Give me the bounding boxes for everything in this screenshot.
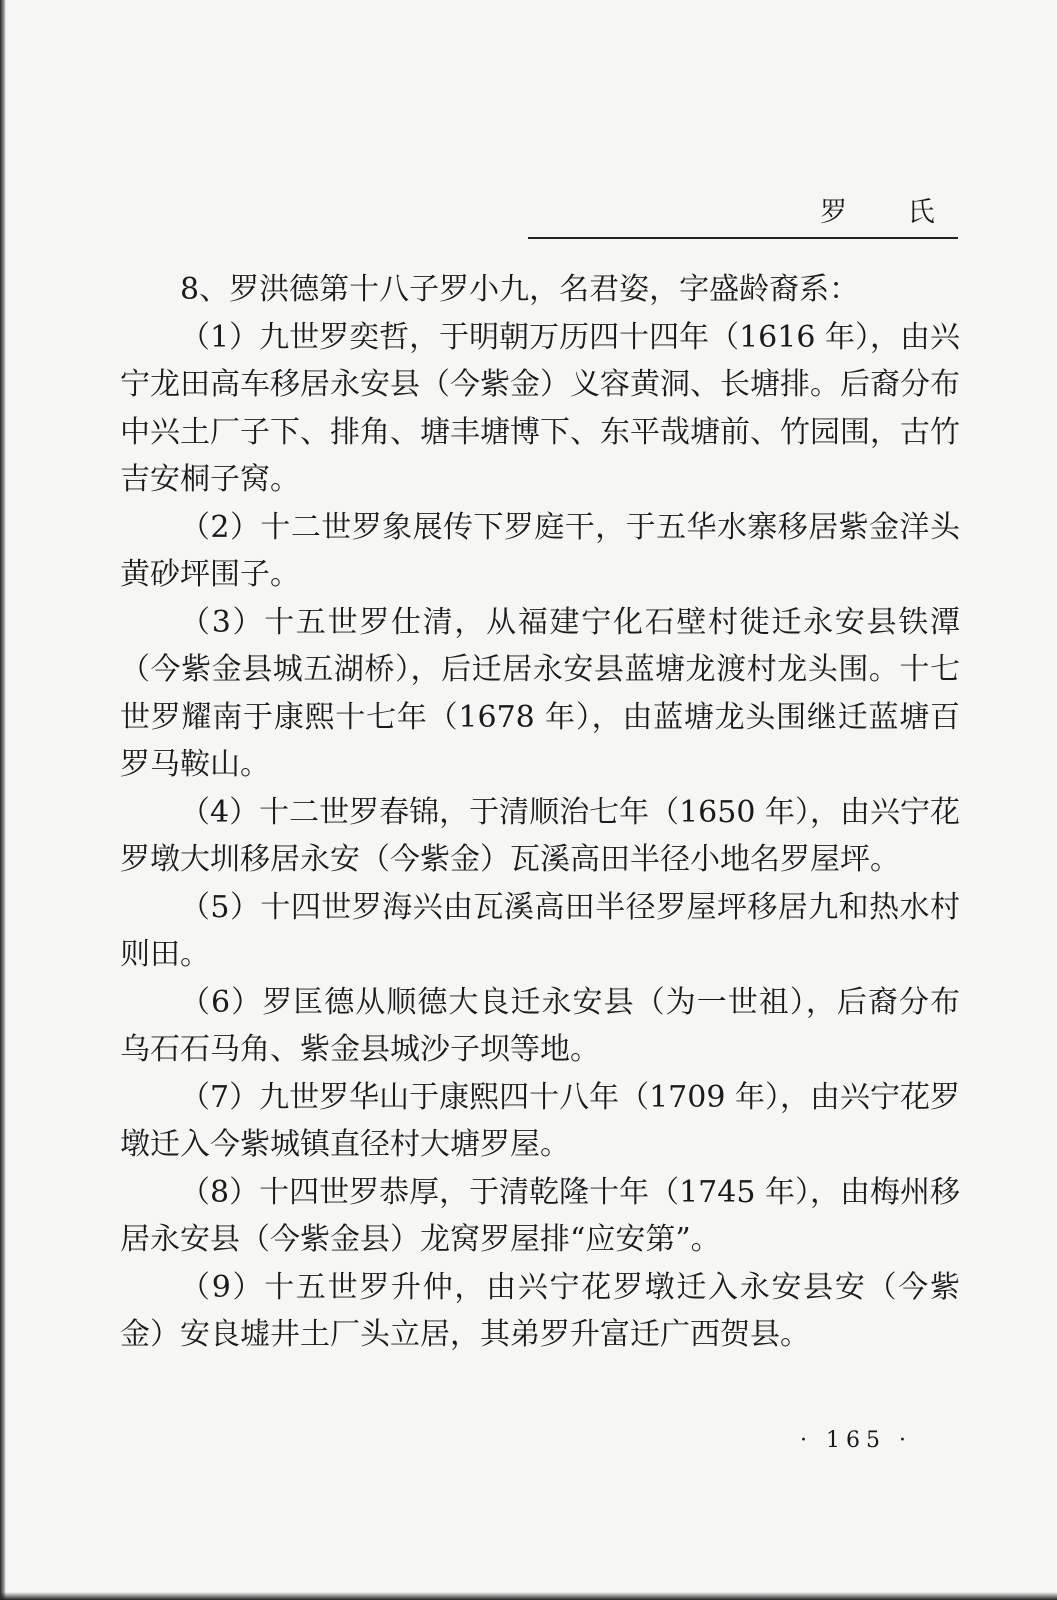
- paragraph-item-7: （7）九世罗华山于康熙四十八年（1709 年），由兴宁花罗墩迁入今紫城镇直径村大塘罗屋。: [120, 1079, 960, 1162]
- paragraph-item-5: （5）十四世罗海兴由瓦溪高田半径罗屋坪移居九和热水村则田。: [120, 889, 960, 972]
- paragraph-item-4: （4）十二世罗春锦，于清顺治七年（1650 年），由兴宁花罗墩大圳移居永安（今紫金）瓦溪高田半径小地名罗屋坪。: [120, 794, 960, 877]
- page-bottom-edge-shadow: [0, 1592, 1057, 1600]
- paragraph-item-3: （3）十五世罗仕清，从福建宁化石壁村徙迁永安县铁潭（今紫金县城五湖桥），后迁居永安县蓝塘龙渡村龙头围。十七世罗耀南于康熙十七年（1678 年），由蓝塘龙头围继迁蓝塘百罗马鞍山。: [120, 604, 960, 782]
- paragraph-item-6: （6）罗匡德从顺德大良迁永安县（为一世祖），后裔分布乌石石马角、紫金县城沙子坝等地。: [120, 984, 960, 1067]
- page-number: · 165 ·: [800, 1428, 912, 1453]
- paragraph-item-1: （1）九世罗奕哲，于明朝万历四十四年（1616 年），由兴宁龙田高车移居永安县（今紫金）义容黄洞、长塘排。后裔分布中兴土厂子下、排角、塘丰塘博下、东平哉塘前、竹园围，古竹吉安桐子窝。: [120, 319, 960, 497]
- paragraph-item-8: （8）十四世罗恭厚，于清乾隆十年（1745 年），由梅州移居永安县（今紫金县）龙窝罗屋排“应安第”。: [120, 1174, 960, 1257]
- page-left-edge-shadow: [0, 0, 6, 1600]
- paragraph-item-2: （2）十二世罗象展传下罗庭干，于五华水寨移居紫金洋头黄砂坪围子。: [120, 509, 960, 592]
- page-body: [120, 266, 960, 1359]
- paragraph-intro: 8、罗洪德第十八子罗小九，名君姿，字盛龄裔系：: [180, 272, 860, 307]
- header-rule: [528, 237, 958, 239]
- paragraph-item-9: （9）十五世罗升仲，由兴宁花罗墩迁入永安县安（今紫金）安良墟井土厂头立居，其弟罗升富迁广西贺县。: [120, 1269, 960, 1352]
- running-header: 罗 氏: [820, 197, 961, 228]
